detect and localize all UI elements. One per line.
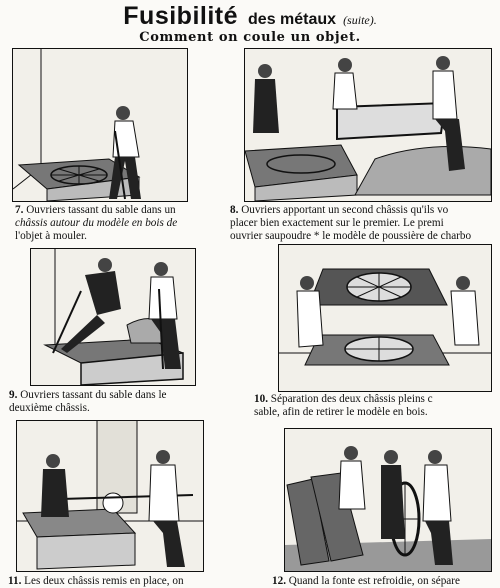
illustration-11 [16, 420, 204, 572]
illustration-9 [30, 248, 196, 386]
caption-11: 11. Les deux châssis remis en place, on [8, 575, 184, 587]
caption-7: 7. Ouvriers tassant du sable dans un châssis autour du modèle en bois de l'objet à mouler. [15, 204, 178, 242]
illustration-8 [244, 48, 492, 202]
page-title [0, 2, 500, 28]
title-sub: des métaux [248, 11, 337, 28]
title-paren: (suite). [343, 13, 377, 27]
illustration-12 [284, 428, 492, 572]
page-subtitle: Comment on coule un objet. [139, 30, 361, 45]
caption-9: 9. Ouvriers tassant du sable dans le deuxième châssis. [9, 389, 167, 414]
illustration-10 [278, 244, 492, 392]
caption-10: 10. Séparation des deux châssis pleins c sable, afin de retirer le modèle en bois. [254, 393, 433, 418]
title-main: Fusibilité [123, 2, 239, 30]
caption-12: 12. Quand la fonte est refroidie, on sépare [272, 575, 460, 587]
caption-8: 8. Ouvriers apportant un second châssis qu'ils vo placer bien exactement sur le premier. Le premi ouvrier saupoudre * le modèle de poussière de charbo [230, 204, 472, 242]
illustration-7 [12, 48, 188, 202]
